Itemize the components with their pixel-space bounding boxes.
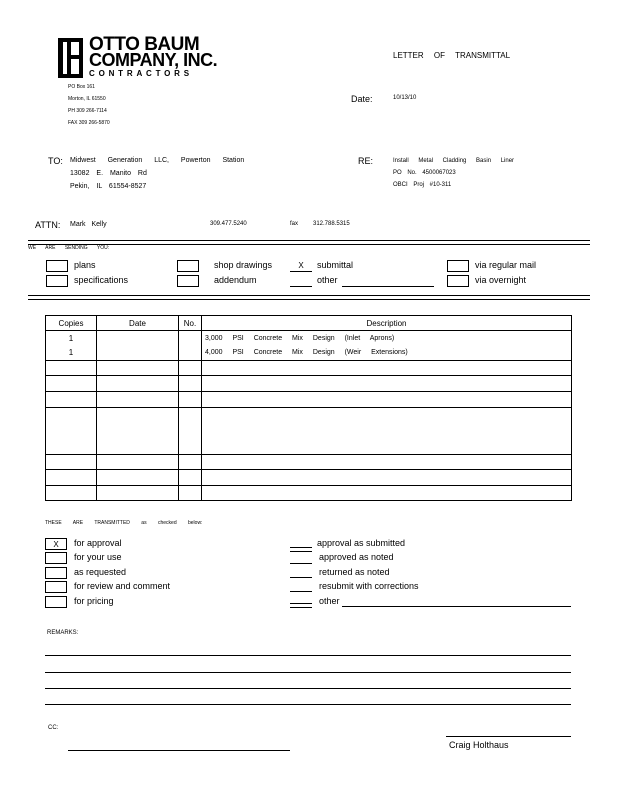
table-row [46,361,572,376]
plans-checkbox[interactable] [46,260,68,272]
table-row [46,346,572,361]
resubmit-checkbox[interactable] [290,591,312,592]
items-table [45,315,572,501]
cell-description [202,455,572,470]
for-review-checkbox[interactable] [45,581,67,593]
for-approval-checkbox[interactable]: X [45,538,67,550]
cell-date [97,455,179,470]
shop-drawings-label: shop drawings [214,260,273,270]
returned-as-noted-label: returned as noted [319,567,390,577]
company-tagline: CONTRACTORS [89,69,193,78]
cell-description [202,361,572,376]
to-line3: Pekin, IL 61554-8527 [70,183,147,190]
company-address-line2: Morton, IL 61550 [68,96,106,102]
table-row [46,455,572,470]
shop-drawings-checkbox[interactable] [177,260,199,272]
approved-as-noted-checkbox[interactable] [290,563,312,564]
regular-mail-checkbox[interactable] [447,260,469,272]
re-line2: PO No. 4500067023 [393,170,456,176]
divider-top [28,240,590,245]
as-requested-label: as requested [74,567,127,577]
other-sending-field[interactable] [342,286,434,287]
table-row [46,331,572,346]
cell-description [202,376,572,392]
returned-as-noted-checkbox[interactable] [290,577,312,578]
company-address-line1: PO Box 161 [68,84,95,90]
cell-date [97,408,179,455]
cell-no [179,408,202,455]
table-header-row [46,316,572,331]
company-phone: PH 309 266-7114 [68,108,107,114]
date-label: Date: [351,94,373,104]
regular-mail-label: via regular mail [475,260,537,270]
cell-copies [46,408,97,455]
cell-copies [46,361,97,376]
cell-date [97,376,179,392]
cell-copies: 1 [46,346,97,361]
table-row [46,408,572,455]
sending-label: WE ARE SENDING YOU: [28,245,110,251]
overnight-label: via overnight [475,275,527,285]
col-date: Date [97,316,179,331]
cell-no [179,455,202,470]
cell-no [179,331,202,346]
cell-no [179,486,202,501]
document-title: LETTER OF TRANSMITTAL [393,51,511,60]
cell-date [97,470,179,486]
attn-name: Mark Kelly [70,221,107,228]
re-line1: Install Metal Cladding Basin Liner [393,158,515,164]
cell-date [97,486,179,501]
for-approval-label: for approval [74,538,122,548]
approved-as-noted-label: approved as noted [319,552,394,562]
to-line2: 13082 E. Manito Rd [70,170,147,177]
to-label: TO: [48,156,63,166]
cell-description [202,392,572,408]
company-logo-icon [58,38,83,78]
attn-fax: 312.788.5315 [313,221,350,227]
other-transmitted-checkbox[interactable] [290,603,312,608]
cc-label: CC: [48,725,59,731]
table-row [46,486,572,501]
cell-description [202,408,572,455]
company-name-line1: OTTO BAUM [89,34,200,55]
plans-label: plans [74,260,96,270]
cell-date [97,346,179,361]
cell-copies [46,376,97,392]
other-transmitted-field[interactable] [342,606,571,607]
table-row [46,392,572,408]
remarks-line[interactable] [45,688,571,689]
to-line1: Midwest Generation LLC, Powerton Station [70,157,245,164]
attn-label: ATTN: [35,220,61,230]
cell-description [202,486,572,501]
approved-as-submitted-label: approval as submitted [317,538,406,548]
submittal-checkbox[interactable]: X [290,260,312,272]
cell-description: 3,000 PSI Concrete Mix Design (Inlet Aprons) [202,331,572,346]
cell-date [97,361,179,376]
cell-description [202,470,572,486]
for-pricing-label: for pricing [74,596,114,606]
as-requested-checkbox[interactable] [45,567,67,579]
signature-line [446,736,571,737]
cell-no [179,361,202,376]
submittal-label: submittal [317,260,354,270]
remarks-line[interactable] [45,704,571,705]
cell-date [97,392,179,408]
col-no: No. [179,316,202,331]
approved-as-submitted-checkbox[interactable] [290,547,312,552]
other-sending-label: other [317,275,338,285]
cell-no [179,392,202,408]
re-line3: OBCI Proj #10-311 [393,182,452,188]
remarks-line[interactable] [45,672,571,673]
addendum-label: addendum [214,275,257,285]
signer-name: Craig Holthaus [449,740,509,750]
for-pricing-checkbox[interactable] [45,596,67,608]
cc-field[interactable] [68,750,290,751]
cell-copies: 1 [46,331,97,346]
remarks-line[interactable] [45,655,571,656]
specifications-label: specifications [74,275,129,285]
cell-date [97,331,179,346]
col-copies: Copies [46,316,97,331]
col-description: Description [202,316,572,331]
cell-copies [46,486,97,501]
cell-copies [46,392,97,408]
overnight-checkbox[interactable] [447,275,469,287]
table-row [46,376,572,392]
company-name-line2: COMPANY, INC. [89,50,218,70]
transmitted-label: THESE ARE TRANSMITTED as checked below: [45,520,203,526]
cell-no [179,376,202,392]
specifications-checkbox[interactable] [46,275,68,287]
date-value: 10/13/10 [393,95,417,101]
table-row [46,470,572,486]
company-fax: FAX 309 266-5870 [68,120,110,126]
cell-description: 4,000 PSI Concrete Mix Design (Weir Extensions) [202,346,572,361]
addendum-checkbox[interactable] [177,275,199,287]
other-transmitted-label: other [319,596,340,606]
attn-phone: 309.477.5240 [210,221,247,227]
cell-copies [46,470,97,486]
resubmit-label: resubmit with corrections [319,581,419,591]
cell-copies [46,455,97,470]
cell-no [179,346,202,361]
for-review-label: for review and comment [74,581,171,591]
re-label: RE: [358,156,374,166]
other-sending-checkbox[interactable] [290,275,312,287]
for-your-use-label: for your use [74,552,122,562]
cell-no [179,470,202,486]
remarks-label: REMARKS: [47,630,79,636]
for-your-use-checkbox[interactable] [45,552,67,564]
attn-fax-label: fax [290,221,299,227]
divider-middle [28,295,590,300]
